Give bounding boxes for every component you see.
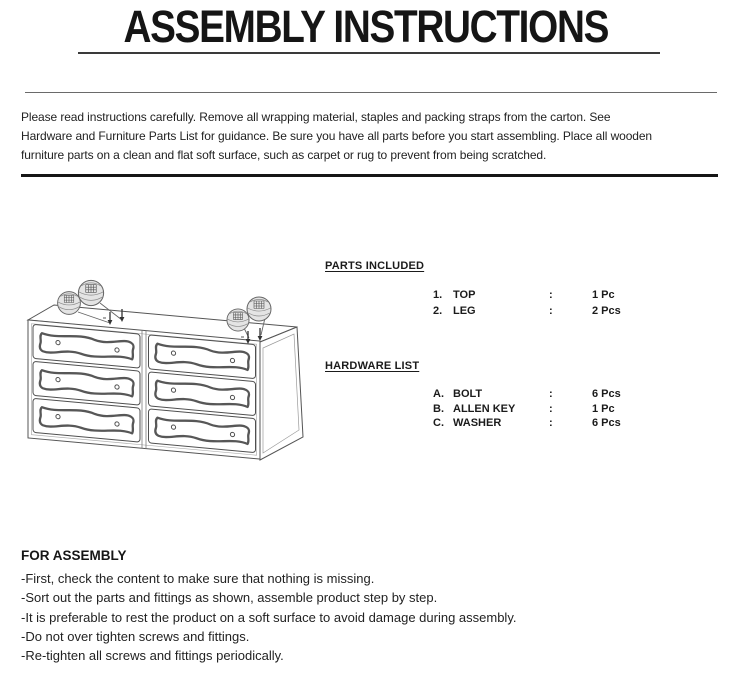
page-title-text: ASSEMBLY INSTRUCTIONS xyxy=(123,1,609,52)
leg-bun-foot xyxy=(58,292,81,315)
assembly-step: -Do not over tighten screws and fittings. xyxy=(21,628,250,644)
hardware-list-heading: HARDWARE LIST xyxy=(325,360,420,372)
hardware-separator: : xyxy=(549,388,553,400)
part-qty: 1 Pc xyxy=(592,289,615,301)
hardware-index: A. xyxy=(433,388,444,400)
hardware-qty: 1 Pc xyxy=(592,402,615,415)
dresser-front-face xyxy=(28,320,260,459)
parts-included-heading: PARTS INCLUDED xyxy=(325,260,425,272)
dresser xyxy=(28,305,303,460)
hardware-separator: : xyxy=(549,402,553,415)
hardware-name: WASHER xyxy=(453,417,502,429)
part-name: TOP xyxy=(453,289,476,301)
assembly-step: -Sort out the parts and fittings as shown, assemble product step by step. xyxy=(21,590,438,606)
hardware-index: C. xyxy=(433,417,444,429)
parts-included-list xyxy=(325,288,621,319)
part-index: 2. xyxy=(433,304,443,317)
assembly-step: -It is preferable to rest the product on a soft surface to avoid damage during assembly. xyxy=(21,609,517,625)
part-separator: : xyxy=(549,289,553,301)
leg-bun-foot xyxy=(78,280,103,305)
hardware-qty: 6 Pcs xyxy=(592,417,621,429)
leg-bun-foot xyxy=(247,297,271,321)
part-name: LEG xyxy=(453,304,476,317)
hardware-row xyxy=(325,416,621,431)
part-qty: 2 Pcs xyxy=(592,304,621,317)
hardware-list xyxy=(325,387,621,431)
dresser-side-face xyxy=(260,327,303,460)
part-index: 1. xyxy=(433,289,443,301)
hardware-row xyxy=(325,387,621,402)
hardware-row xyxy=(325,402,621,417)
divider-thin xyxy=(25,92,717,93)
intro-line: furniture parts on a clean and flat soft surface, such as carpet or rug to prevent from being scratched. xyxy=(21,148,547,162)
hardware-separator: : xyxy=(549,417,553,429)
leg-bun-foot xyxy=(227,309,249,331)
hardware-index: B. xyxy=(433,402,444,415)
intro-line: Hardware and Furniture Parts List for guidance. Be sure you have all parts before you start assembling. Place all wooden xyxy=(21,129,653,143)
title-underline xyxy=(78,52,660,54)
for-assembly-heading: FOR ASSEMBLY xyxy=(21,548,127,563)
hardware-qty: 6 Pcs xyxy=(592,388,621,400)
parts-row xyxy=(325,288,621,304)
parts-row xyxy=(325,304,621,320)
divider-thick xyxy=(21,174,718,177)
part-separator: : xyxy=(549,304,553,317)
assembly-step: -First, check the content to make sure that nothing is missing. xyxy=(21,571,375,586)
hardware-name: ALLEN KEY xyxy=(453,402,516,415)
assembly-steps xyxy=(21,569,516,665)
intro-line: Please read instructions carefully. Remove all wrapping material, staples and packing straps from the carton. See xyxy=(21,110,611,124)
dresser-leg-attachment-illustration xyxy=(18,272,318,467)
assembly-step: -Re-tighten all screws and fittings periodically. xyxy=(21,648,284,664)
intro-paragraph xyxy=(21,108,726,165)
hardware-name: BOLT xyxy=(453,388,483,400)
